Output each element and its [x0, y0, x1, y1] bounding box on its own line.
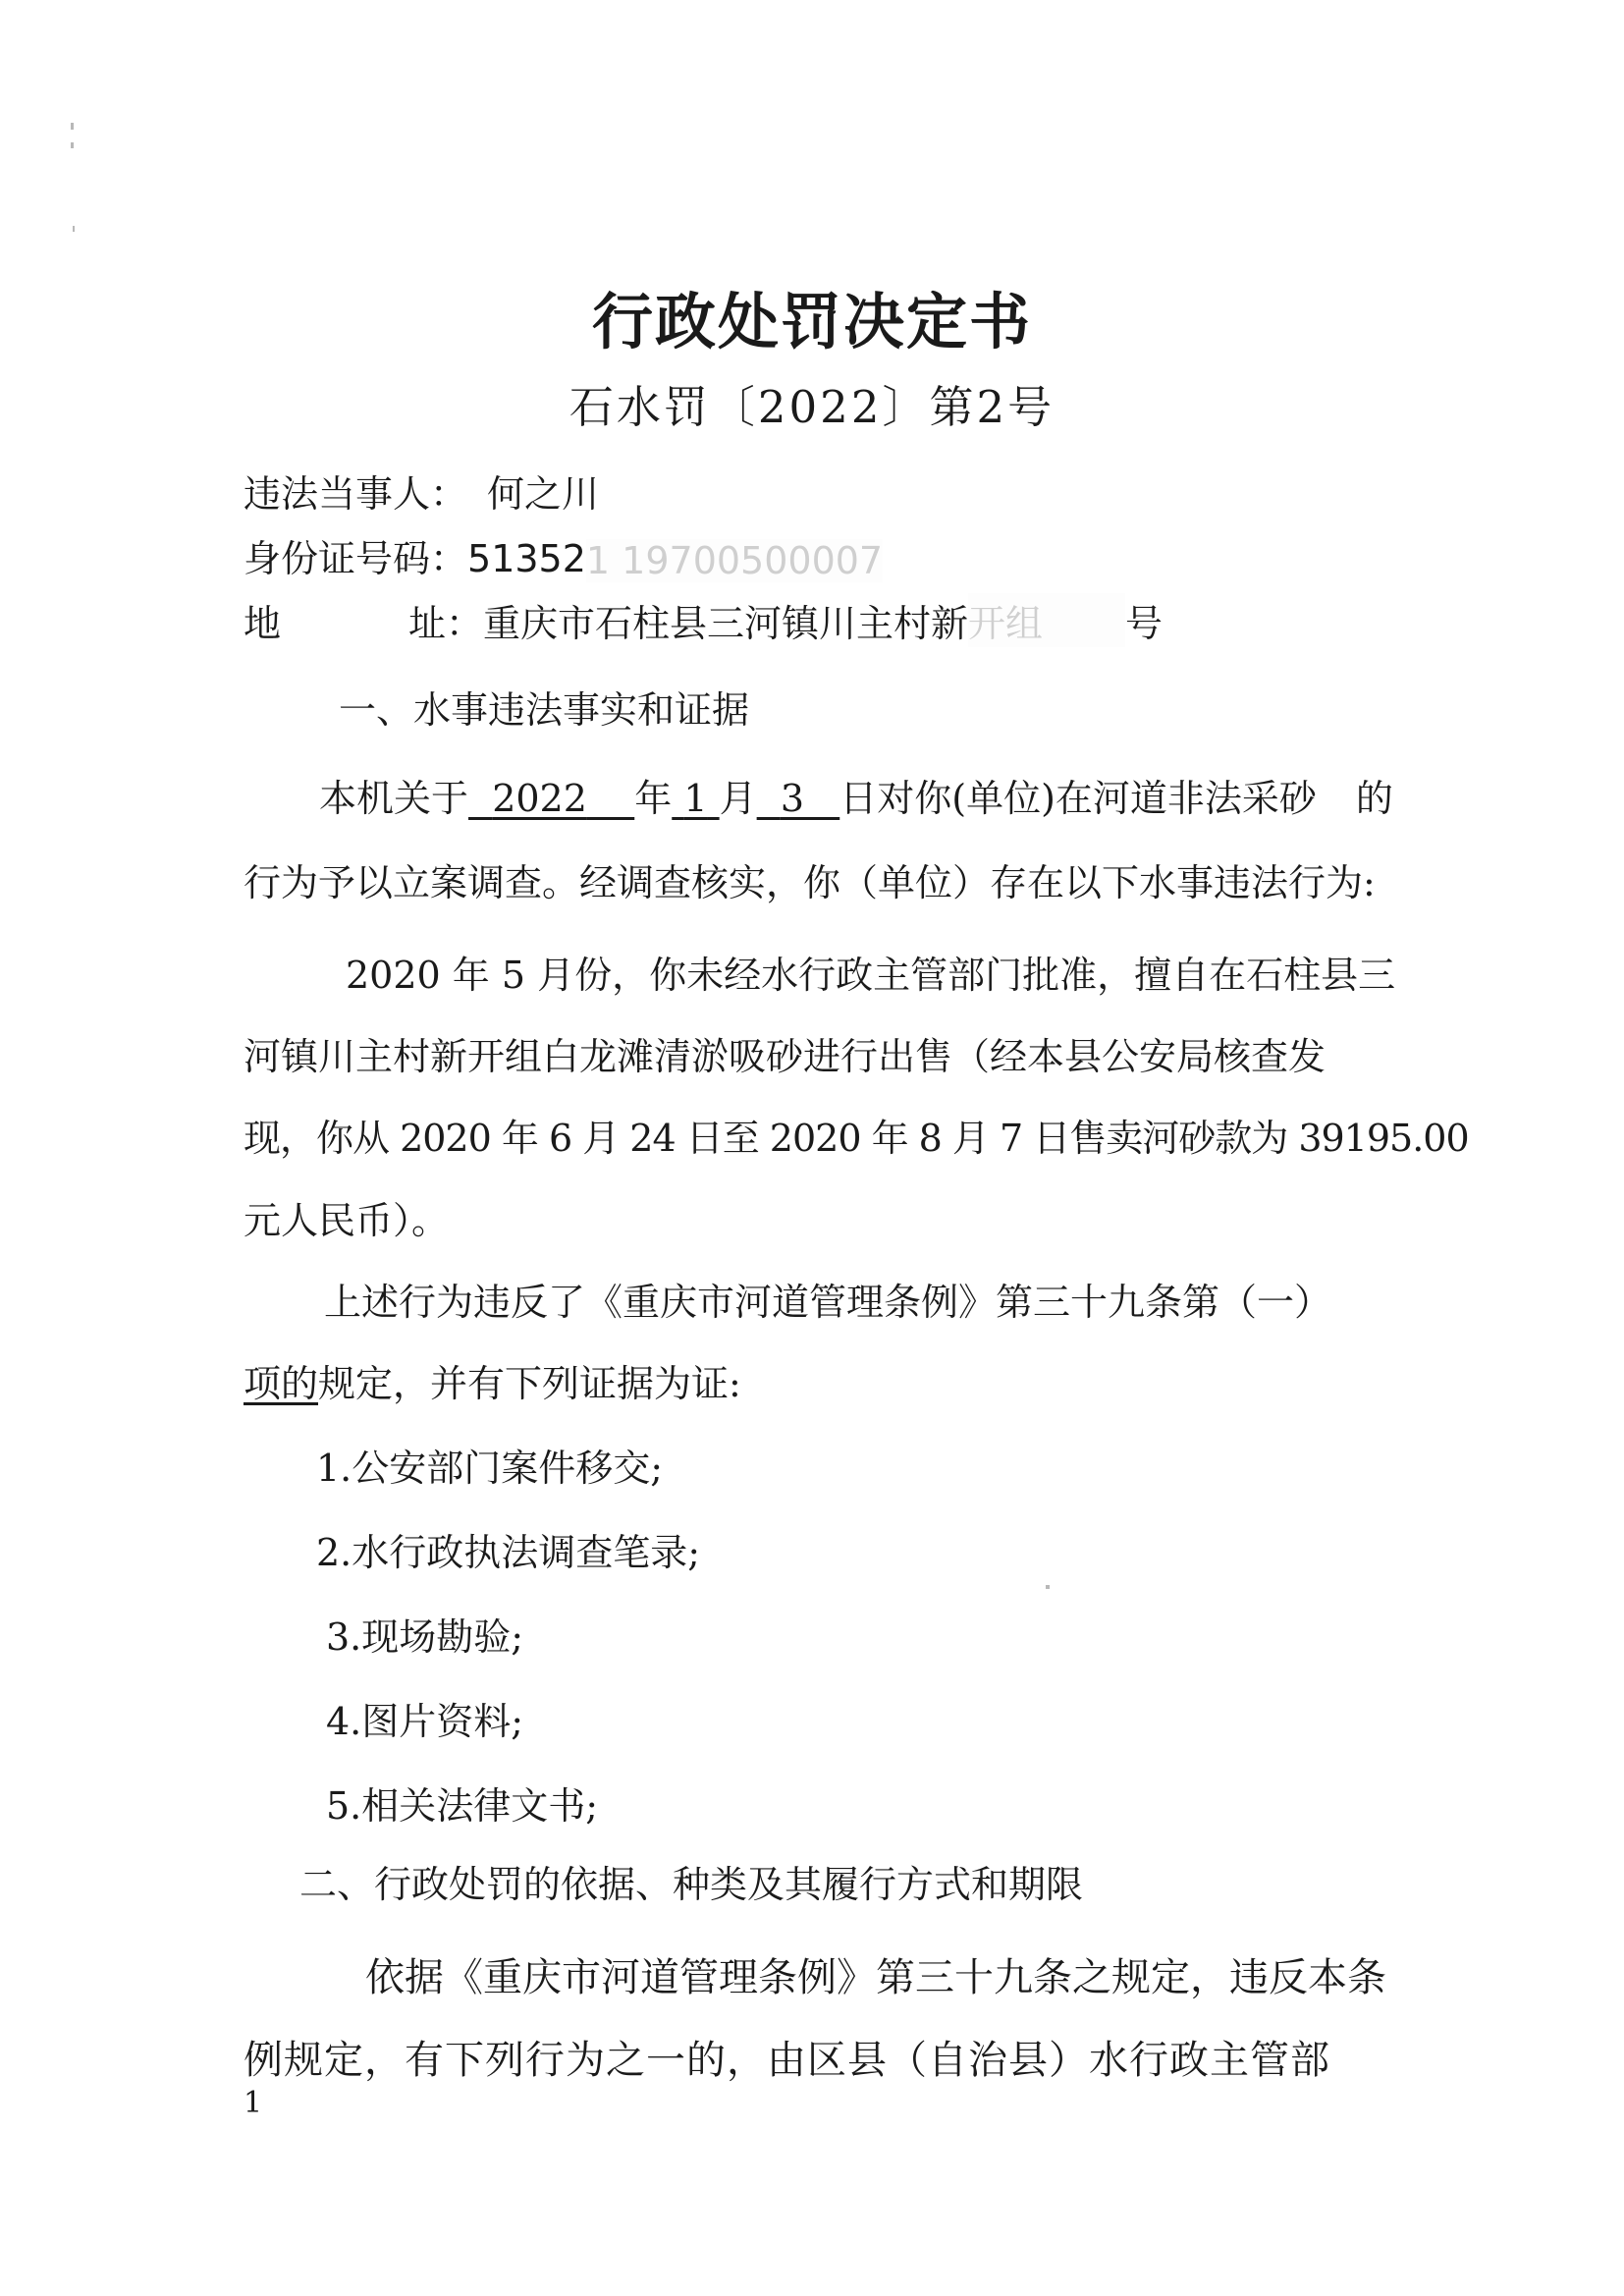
- violates-line-1: 上述行为违反了《重庆市河道管理条例》第三十九条第（一）: [324, 1281, 1332, 1324]
- evidence-item-1: 1.公安部门案件移交;: [316, 1447, 664, 1490]
- day-unit: 日对你(单位)在: [839, 777, 1093, 820]
- case-filing-line-2: 行为予以立案调查。经调查核实，你（单位）存在以下水事违法行为:: [244, 861, 1376, 904]
- year-unit: 年: [634, 777, 673, 820]
- party-address-tail: 号: [1125, 602, 1164, 645]
- case-year: 2022: [492, 777, 587, 820]
- party-address: 重庆市石柱县三河镇川主村新: [483, 602, 969, 645]
- evidence-item-3: 3.现场勘验;: [326, 1615, 524, 1659]
- case-month: 1: [683, 777, 708, 820]
- party-id-redacted: 1 19700500007: [585, 539, 884, 582]
- party-name: 何之川: [487, 472, 600, 516]
- party-name-label: 违法当事人：: [244, 472, 468, 516]
- section1-heading: 一、水事违法事实和证据: [339, 688, 750, 732]
- document-title: 行政处罚决定书: [591, 286, 1032, 357]
- party-name-row: [244, 464, 599, 518]
- violates-rest: 规定，并有下列证据为证:: [318, 1362, 741, 1405]
- scan-mark: [1046, 1585, 1050, 1589]
- party-address-label-1: 地: [244, 602, 282, 645]
- party-address-row: [244, 593, 1163, 647]
- document-number: 石水罚〔2022〕第2号: [568, 381, 1056, 433]
- scan-mark: [73, 226, 75, 232]
- evidence-item-2: 2.水行政执法调查笔录;: [316, 1531, 701, 1574]
- case-filing-end: 的: [1355, 777, 1393, 820]
- page-number: 1: [244, 2086, 263, 2120]
- violates-underlined: 项的: [244, 1362, 319, 1405]
- evidence-item-5: 5.相关法律文书;: [326, 1784, 599, 1828]
- month-unit: 月: [719, 777, 757, 820]
- facts-line-3: 现，你从 2020 年 6 月 24 日至 2020 年 8 月 7 日售卖河砂款为 39195.00: [244, 1117, 1469, 1160]
- case-filing-line: [319, 768, 1393, 822]
- facts-line-1: 2020 年 5 月份，你未经水行政主管部门批准，擅自在石柱县三: [346, 954, 1396, 997]
- facts-line-2: 河镇川主村新开组白龙滩清淤吸砂进行出售（经本县公安局核查发: [244, 1035, 1326, 1078]
- scan-mark: [71, 123, 74, 130]
- party-id-number: 51352: [467, 537, 586, 580]
- party-id-row: [244, 528, 883, 582]
- violation-type: 河道非法采砂: [1092, 777, 1317, 820]
- evidence-item-4: 4.图片资料;: [326, 1700, 524, 1743]
- party-id-label: 身份证号码：: [244, 537, 468, 580]
- case-filing-prefix: 本机关于: [319, 777, 469, 820]
- scan-mark: [71, 142, 74, 148]
- violates-line-2: [244, 1353, 741, 1407]
- section2-heading: 二、行政处罚的依据、种类及其履行方式和期限: [299, 1863, 1084, 1906]
- party-address-label-2: 址：: [408, 602, 484, 645]
- facts-line-4: 元人民币）。: [244, 1199, 450, 1242]
- basis-line-1: 依据《重庆市河道管理条例》第三十九条之规定，违反本条: [365, 1955, 1386, 2000]
- case-day: 3: [780, 777, 804, 820]
- basis-line-2: 例规定，有下列行为之一的，由区县（自治县）水行政主管部: [244, 2038, 1330, 2083]
- party-address-redacted: 开组: [968, 593, 1125, 647]
